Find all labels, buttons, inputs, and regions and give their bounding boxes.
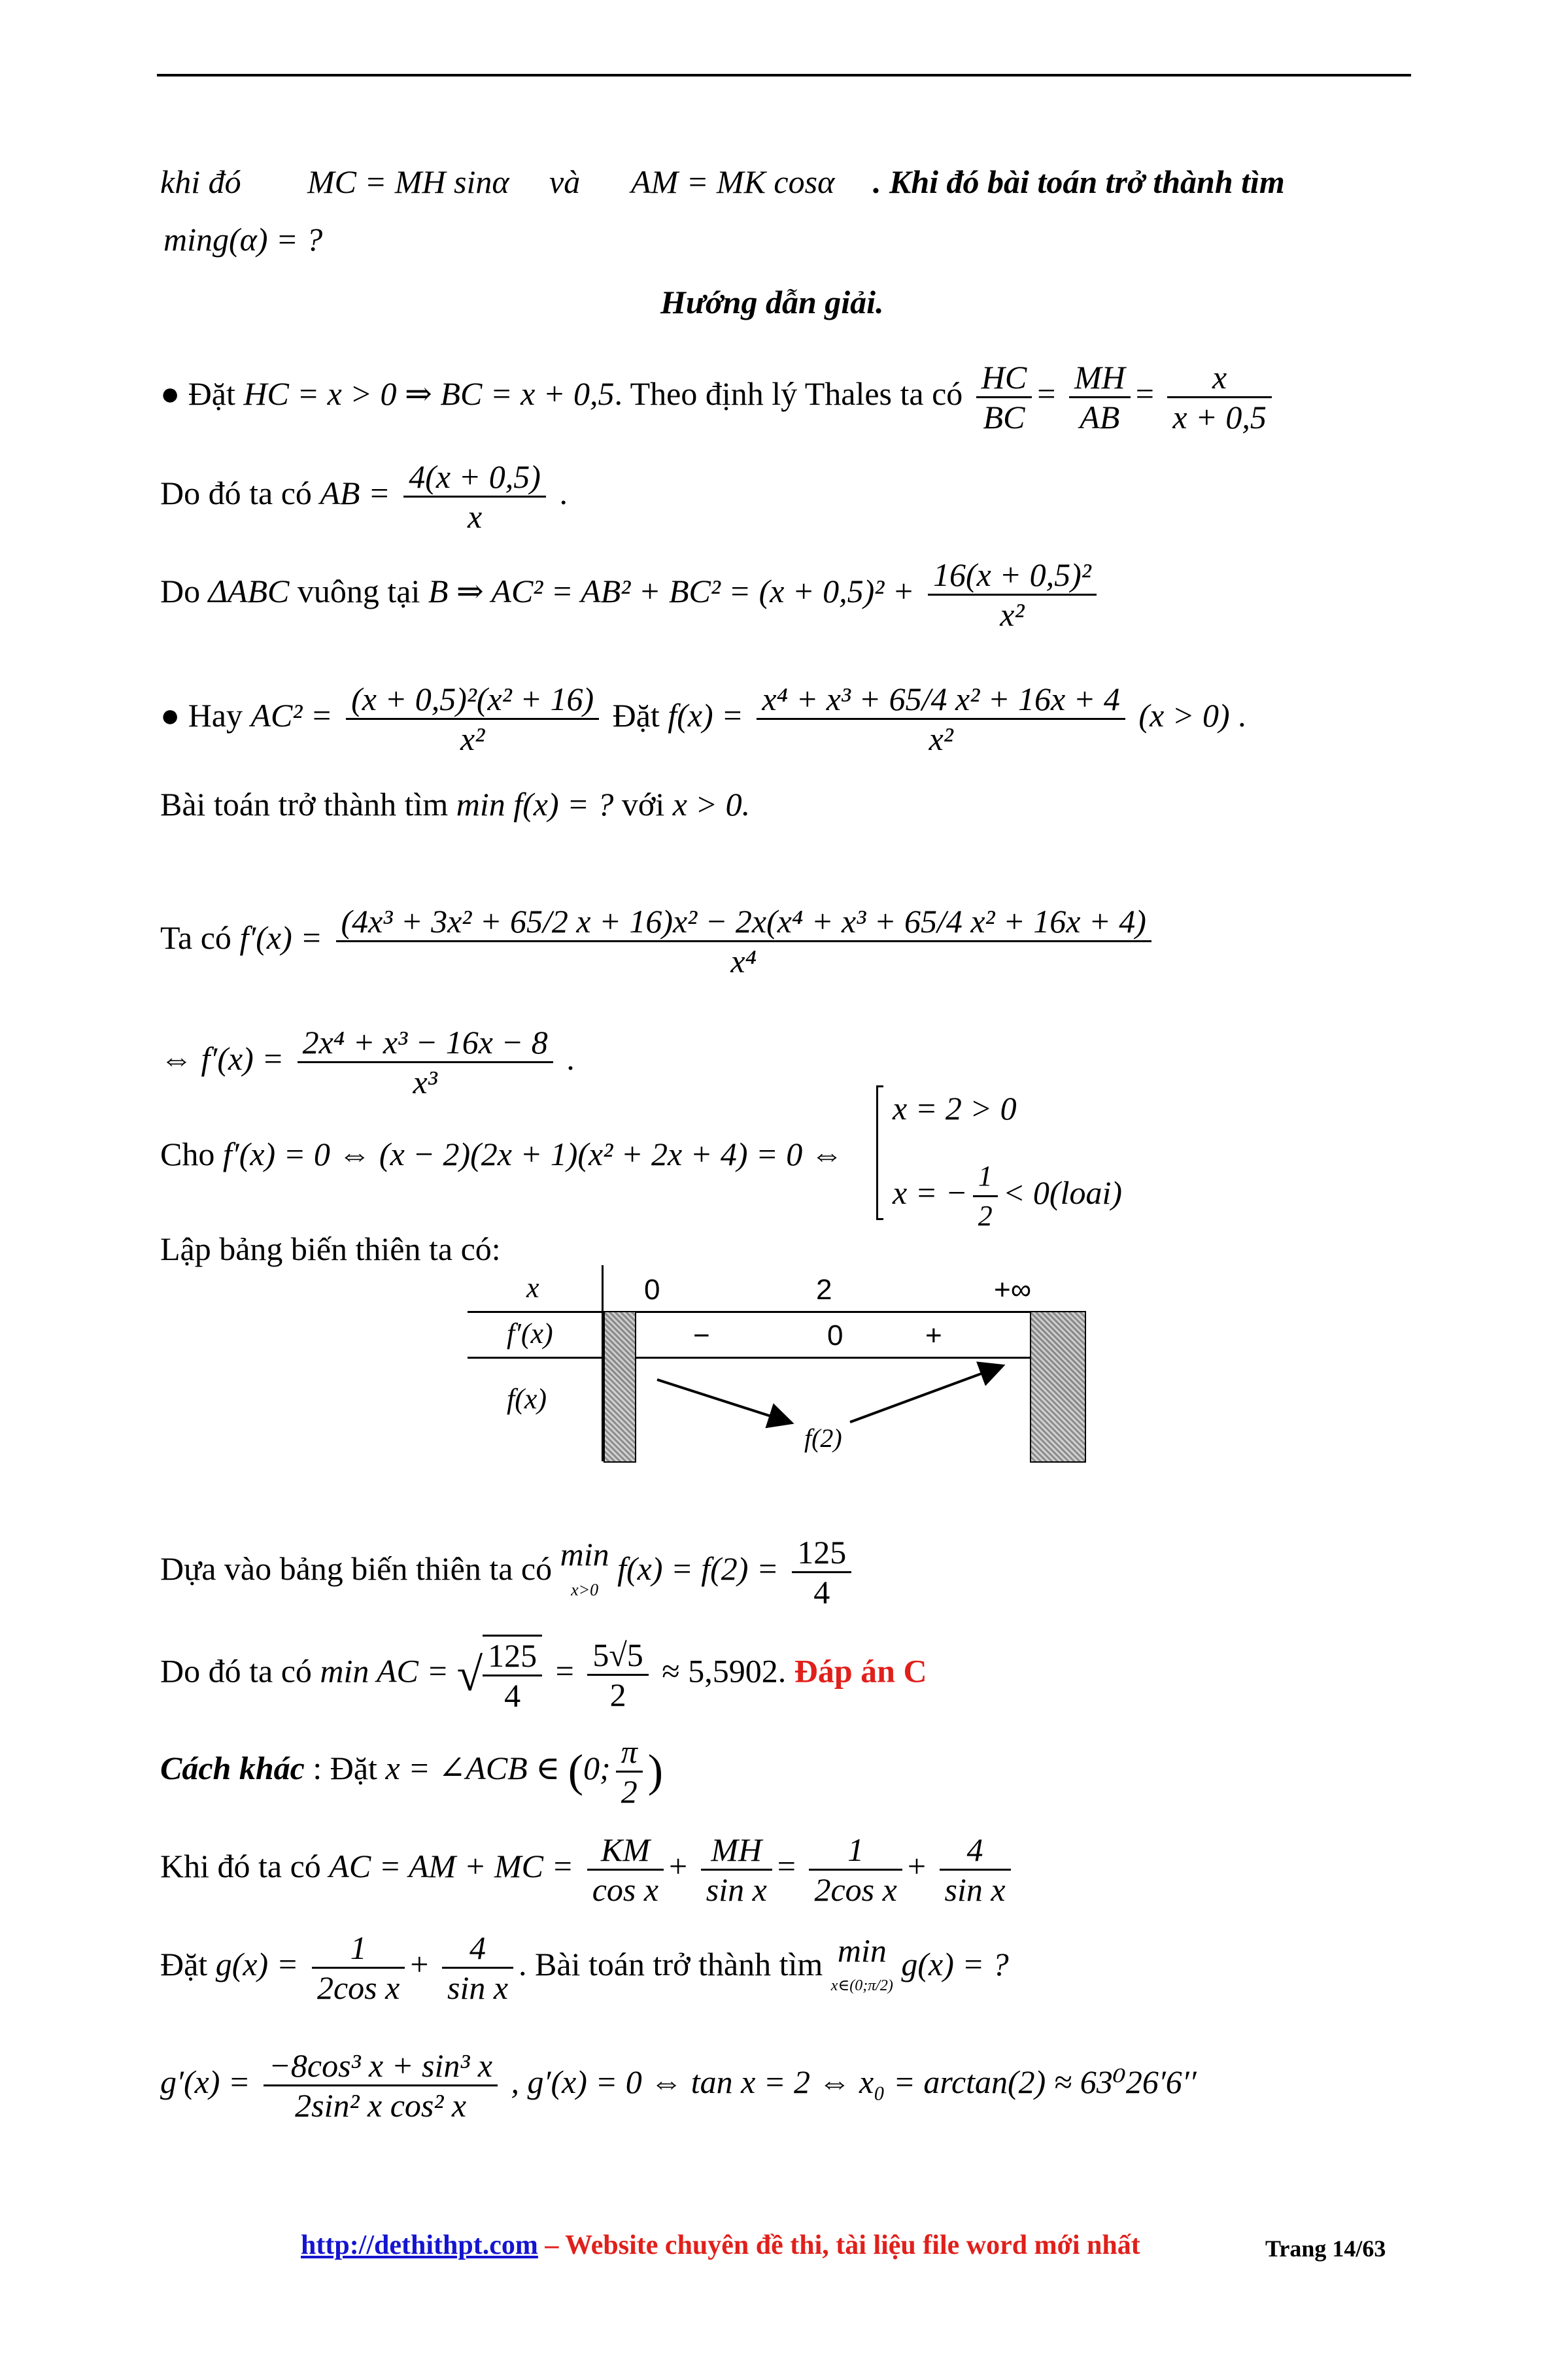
fraction-ac2: $\frac{\text{(x + 0,5)²(x² + 16)}}{\text{x²}}$ <box>346 680 599 758</box>
tbl-fprime: f′(x) <box>507 1318 553 1350</box>
step10-line: Dựa vào bảng biến thiên ta có min x>0 f(x) = f(2) = $\frac{125}{4}$ <box>160 1533 857 1611</box>
fraction-pi-2: $\frac{\pi}{2}$ <box>616 1733 643 1810</box>
intro-va: và <box>549 163 581 200</box>
intro-ming: ming(α) = ? <box>163 221 323 258</box>
step9-line: Lập bảng biến thiên ta có: <box>160 1231 501 1267</box>
fraction-16: $\frac{\text{16(x + 0,5)²}}{\text{x²}}$ <box>928 556 1097 634</box>
step1-dat: Đặt <box>188 375 235 412</box>
step6-line: Ta có f′(x) = (4x³ + 3x² + 65/2 x + 16)x² − 2x(x⁴ + x³ + 65/4 x² + 16x + 4) x⁴ <box>160 902 1157 980</box>
fraction-mh-ab: $\frac{MH}{AB}$ <box>1069 358 1131 436</box>
step3-line: Do ΔABC vuông tại B ⇒ AC² = AB² + BC² = (x + 0,5)² + $\frac{\text{16(x + 0,5)²}}{\text{x²}}$ <box>160 556 1102 634</box>
intro-problem-text: . Khi đó bài toán trở thành tìm <box>873 163 1285 200</box>
arrow-down <box>657 1380 789 1422</box>
step12-line: Cách khác : Đặt x = ∠ACB ∈ (0; $\frac{\pi}{2}$ ) <box>160 1733 664 1810</box>
fraction-fprime-simplified: $\frac{\text{2x⁴ + x³ − 16x − 8}}{\text{x³}}$ <box>298 1023 553 1101</box>
tbl-x: x <box>526 1272 539 1304</box>
page-number: Trang 14/63 <box>1265 2236 1386 2262</box>
tbl-x0: 0 <box>644 1274 660 1306</box>
fraction-125-4: $\frac{125}{4}$ <box>792 1533 851 1611</box>
arrow-up <box>850 1367 1000 1422</box>
fraction-fprime: (4x³ + 3x² + 65/2 x + 16)x² − 2x(x⁴ + x³ + 65/4 x² + 16x + 4) x⁴ <box>336 902 1151 980</box>
variation-arrows <box>468 1265 1085 1461</box>
step13-line: Khi đó ta có AC = AM + MC = $\frac{KM}{\text{cos x}}$ + $\frac{MH}{\text{sin x}}$ = $\frac{1}{\text{2cos x}}$ + $\frac{4}{\text{sin x}}$ <box>160 1831 1016 1909</box>
step15-line: g′(x) = $\frac{\text{−8cos³ x + sin³ x}}{\text{2sin² x cos² x}}$ , g′(x) = 0 ⇔ tan x = 2 ⇔ x₀ = arctan(2) ≈ 63⁰26′6′′ <box>160 2047 1197 2124</box>
footer-link[interactable]: http://dethithpt.com <box>301 2230 538 2260</box>
fraction-ab: $\frac{4(x + 0,5)}{x}$ <box>403 458 546 536</box>
tbl-xinf: +∞ <box>994 1274 1032 1306</box>
tbl-minus: − <box>693 1319 710 1352</box>
tbl-plus: + <box>925 1319 942 1352</box>
step1-thales: . Theo định lý Thales ta có <box>614 375 963 412</box>
tbl-f: f(x) <box>507 1383 547 1415</box>
case-1: x = 2 > 0 <box>893 1090 1017 1127</box>
bullet: ● <box>160 375 180 412</box>
intro-mc-formula: MC = MH sinα <box>307 163 509 200</box>
step1-hc: HC = x > 0 ⇒ BC = x + 0,5 <box>243 375 615 412</box>
sqrt-fraction: $\frac{125}{4}$ <box>483 1635 542 1714</box>
case-2: x = − $\frac{1}{2}$ < 0(loai) <box>893 1157 1122 1235</box>
intro-khi-do: khi đó <box>160 163 241 200</box>
tbl-zero: 0 <box>827 1319 844 1352</box>
step5-line: Bài toán trở thành tìm min f(x) = ? với x > 0. <box>160 786 751 823</box>
step4-line: ● Hay AC² = $\frac{\text{(x + 0,5)²(x² + 16)}}{\text{x²}}$ Đặt f(x) = $\frac{\text{x⁴ + x³ + 65/4 x² + 16x + 4}}{\text{x²}}$ (x > 0) . <box>160 681 1246 757</box>
tbl-x2: 2 <box>816 1274 832 1306</box>
fraction-hc-bc: $\frac{HC}{BC}$ <box>976 358 1032 436</box>
fraction-5sqrt5: $\frac{5√5}{2}$ <box>587 1636 648 1714</box>
fraction-fx: $\frac{\text{x⁴ + x³ + 65/4 x² + 16x + 4}}{\text{x²}}$ <box>757 680 1125 758</box>
header-rule <box>157 74 1411 76</box>
footer <box>301 2230 1140 2261</box>
step14-line: Đặt g(x) = $\frac{1}{\text{2cos x}}$ + $\frac{4}{\text{sin x}}$ . Bài toán trở thành tìm min x∈(0;π/2) g(x) = ? <box>160 1930 1009 2006</box>
step2-line: Do đó ta có AB = $\frac{4(x + 0,5)}{x}$ . <box>160 458 568 535</box>
tbl-f2: f(2) <box>804 1423 842 1453</box>
fraction-x-x05: $\frac{x}{x + 0,5}$ <box>1167 358 1271 436</box>
case-bracket <box>876 1085 883 1220</box>
variation-table <box>468 1265 1085 1461</box>
step11-line: Do đó ta có min AC = √ $\frac{125}{4}$ = $\frac{5√5}{2}$ ≈ 5,5902. Đáp án C <box>160 1635 927 1714</box>
step8-line: Cho f′(x) = 0 ⇔ (x − 2)(2x + 1)(x² + 2x + 4) = 0 ⇔ <box>160 1136 844 1172</box>
step7-line: ⇔ f′(x) = $\frac{\text{2x⁴ + x³ − 16x − 8}}{\text{x³}}$ . <box>160 1024 575 1100</box>
guide-title: Hướng dẫn giải. <box>660 284 884 320</box>
footer-text: – Website chuyên đề thi, tài liệu file word mới nhất <box>537 2230 1140 2260</box>
intro-am-formula: AM = MK cosα <box>631 163 835 200</box>
answer-label: Đáp án C <box>794 1652 927 1690</box>
step1-line: ● Đặt HC = x > 0 ⇒ BC = x + 0,5. Theo định lý Thales ta có $\frac{HC}{BC}$ = $\frac{MH}{AB}$ = $\frac{x}{x + 0,5}$ <box>160 358 1277 436</box>
